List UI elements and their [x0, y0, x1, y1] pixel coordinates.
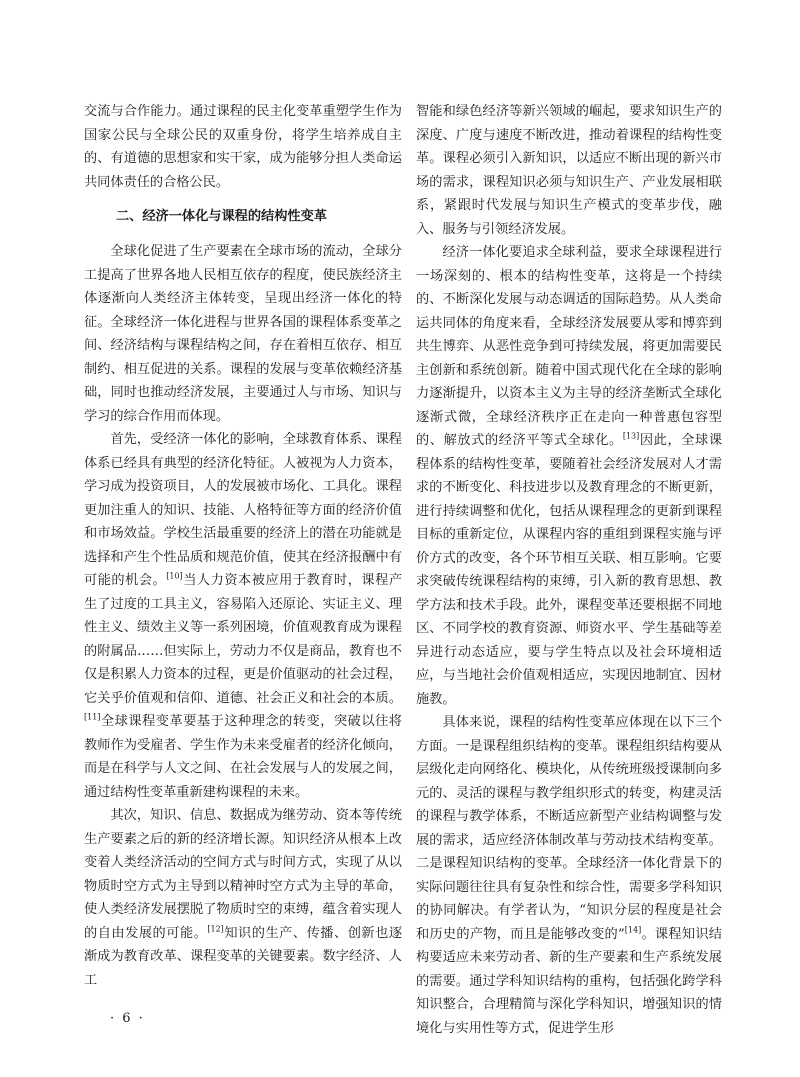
paragraph-text: 经济一体化要追求全球利益，要求全球课程进行一场深刻的、根本的结构性变革，这将是一个持续的、不断深化发展与动态调适的国际趋势。从人类命运共同体的角度来看，全球经济发展要从零和博弈到共生博弈、从恶性竞争到可持续发展，将更加需要民主创新和系统创新。随着中国式现代化在全球的影响力逐渐提升，以资本主义为主导的经济垄断式全球化逐渐式微，全球经济秩序正在走向一种普惠包容型的、解放式的经济平等式全球化。	[416, 245, 722, 448]
citation-marker[interactable]: [12]	[207, 924, 224, 934]
citation-marker[interactable]: [14]	[624, 925, 642, 935]
paragraph: 智能和绿色经济等新兴领域的崛起，要求知识生产的深度、广度与速度不断改进，推动着课程的结构性变革。课程必须引入新知识，以适应不断出现的新兴市场的需求，课程知识必须与知识生产、产业发展相联系，紧跟时代发展与知识生产模式的变革步伐，融入、服务与引领经济发展。	[416, 104, 722, 237]
paragraph	[84, 428, 402, 804]
paragraph	[416, 241, 722, 711]
paragraph-text: 具体来说，课程的结构性变革应体现在以下三个方面。一是课程组织结构的变革。课程组织结构要从层级化走向网络化、模块化，从传统班级授课制向多元的、灵活的课程与教学组织形式的转变，构建灵活的课程与教学体系，不断适应新型产业结构调整与发展的需求，适应经济体制改革与劳动技术结构变革。二是课程知识结构的变革。全球经济一体化背景下的实际问题往往具有复杂性和综合性，需要多学科知识的协同解决。有学者认为，“知识分层的程度是社会和历史的产物，而且是能够改变的”	[416, 715, 722, 942]
paragraph-text: 知识的生产、传播、创新也逐渐成为教育改革、课程变革的关键要素。数字经济、人工	[84, 925, 403, 988]
paragraph-text: 因此，全球课程体系的结构性变革，要随着社会经济发展对人才需求的不断变化、科技进步以及教育理念的不断更新，进行持续调整和优化，包括从课程理念的更新到课程目标的重新定位，从课程内容的重组到课程实施与评价方式的改变，各个环节相互关联、相互影响。它要求突破传统课程结构的束缚，引入新的教育思想、教学方法和技术手段。此外，课程变革还要根据不同地区、不同学校的教育资源、师资水平、学生基础等差异进行动态适应，要与学生特点以及社会环境相适应，与当地社会价值观相适应，实现因地制宜、因材施教。	[416, 433, 723, 707]
paragraph-text: 当人力资本被应用于教育时，课程产生了过度的工具主义，容易陷入还原论、实证主义、理性主义、绩效主义等一系列困境，价值观教育成为课程的附属品……但实际上，劳动力不仅是商品，教育也不仅是积累人力资本的过程，更是价值驱动的社会过程，它关乎价值观和信仰、道德、社会正义和社会的本质。	[84, 573, 403, 706]
right-column	[416, 100, 722, 1040]
paragraph-text: 其次，知识、信息、数据成为继劳动、资本等传统生产要素之后的新的经济增长源。知识经济从根本上改变着人类经济活动的空间方式与时间方式，实现了从以物质时空方式为主导到以精神时空方式为主导的革命，使人类经济发展摆脱了物质时空的束缚，蕴含着实现人的自由发展的可能。	[84, 808, 402, 941]
paragraph: 全球化促进了生产要素在全球市场的流动，全球分工提高了世界各地人民相互依存的程度，使民族经济主体逐渐向人类经济主体转变，呈现出经济一体化的特征。全球经济一体化进程与世界各国的课程体系变革之间、经济结构与课程结构之间，存在着相互依存、相互制约、相互促进的关系。课程的发展与变革依赖经济基础，同时也推动经济发展，主要通过人与市场、知识与学习的综合作用而体现。	[84, 244, 402, 424]
citation-marker[interactable]: [11]	[84, 712, 101, 722]
paragraph	[84, 804, 402, 992]
page-number: · 6 ·	[110, 1011, 145, 1026]
paragraph: 交流与合作能力。通过课程的民主化变革重塑学生作为国家公民与全球公民的双重身份，将学生培养成自主的、有道德的思想家和实干家，成为能够分担人类命运共同体责任的合格公民。	[84, 104, 402, 190]
paragraph	[416, 711, 722, 1040]
paragraph-text: 。课程知识结构要适应未来劳动者、新的生产要素和生产系统发展的需要。通过学科知识结构的重构，包括强化跨学科知识整合，合理精简与深化学科知识，增强知识的情境化与实用性等方式，促进学生形	[416, 926, 722, 1036]
paragraph-text: 首先，受经济一体化的影响，全球教育体系、课程体系已经具有典型的经济化特征。人被视为人力资本，学习成为投资项目，人的发展被市场化、工具化。课程更加注重人的知识、技能、人格特征等方面的经济价值和市场效益。学校生活最重要的经济上的潜在功能就是选择和产生个性品质和规范价值，使其在经济报酬中有可能的机会。	[84, 432, 402, 588]
paragraph-text: 全球课程变革要基于这种理念的转变，突破以往将教师作为受雇者、学生作为未来受雇者的经济化倾向，而是在科学与人文之间、在社会发展与人的发展之间，通过结构性变革重新建构课程的未来。	[84, 714, 402, 800]
citation-marker[interactable]: [13]	[622, 431, 640, 441]
section-heading: 二、经济一体化与课程的结构性变革	[116, 209, 327, 224]
left-column	[84, 100, 402, 992]
citation-marker[interactable]: [10]	[166, 571, 183, 581]
